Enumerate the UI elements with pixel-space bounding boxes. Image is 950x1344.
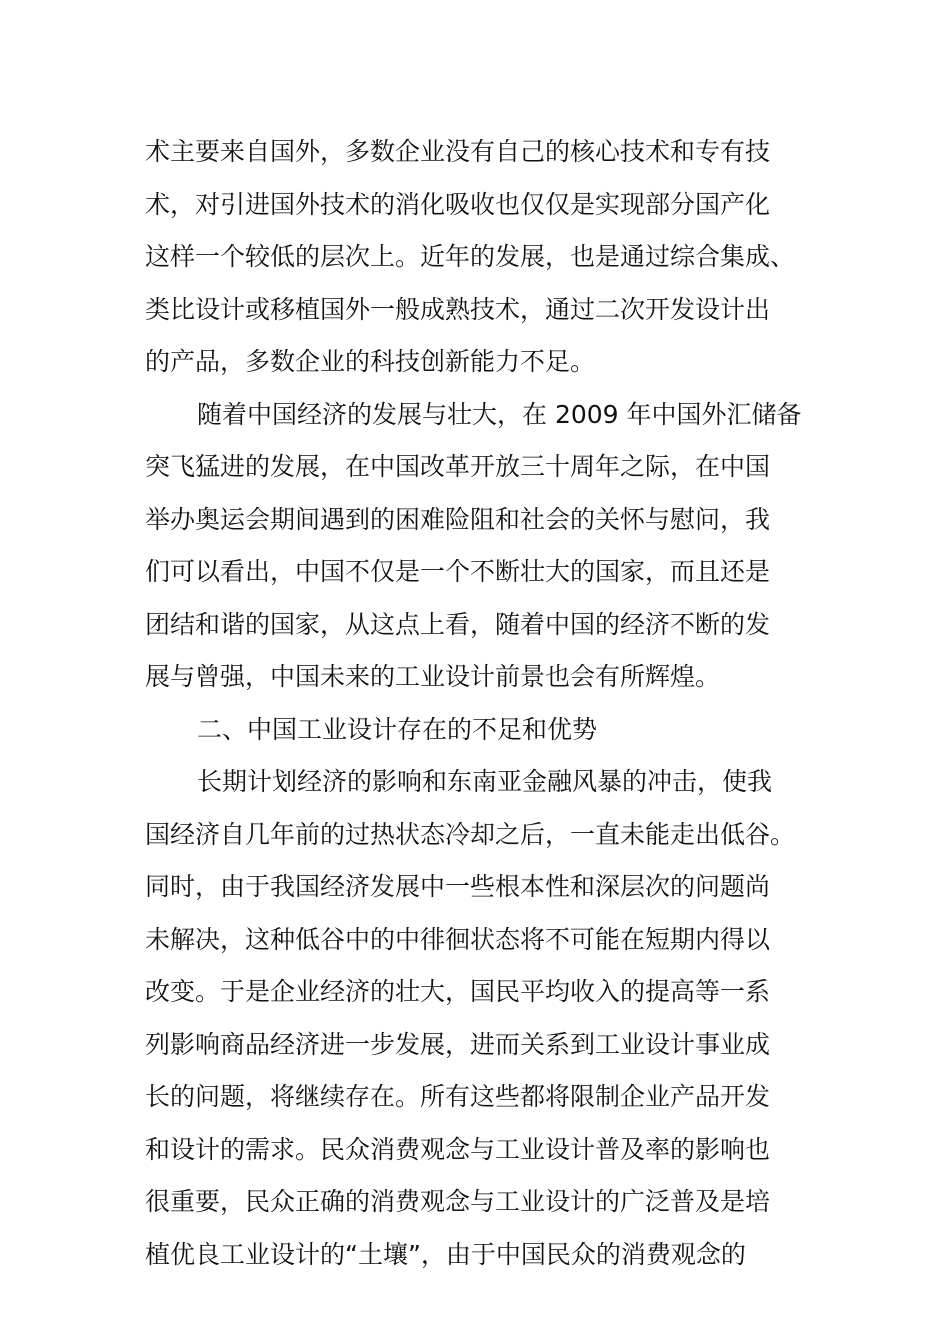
text-line: 术，对引进国外技术的消化吸收也仅仅是实现部分国产化 bbox=[145, 189, 771, 219]
text-line: 植优良工业设计的“土壤”，由于中国民众的消费观念的 bbox=[145, 1239, 746, 1269]
text-line: 们可以看出，中国不仅是一个不断壮大的国家，而且还是 bbox=[145, 557, 771, 586]
document-page bbox=[145, 126, 805, 1281]
text-line: 突飞猛进的发展，在中国改革开放三十周年之际，在中国 bbox=[145, 452, 771, 481]
paragraph-3 bbox=[145, 756, 805, 1281]
paragraph-1 bbox=[145, 126, 805, 389]
text-line: 类比设计或移植国外一般成熟技术，通过二次开发设计出 bbox=[145, 294, 771, 324]
text-line: 列影响商品经济进一步发展，进而关系到工业设计事业成 bbox=[145, 1029, 771, 1059]
paragraph-2 bbox=[145, 389, 805, 704]
section-heading bbox=[145, 704, 805, 757]
text-line: 展与曾强，中国未来的工业设计前景也会有所辉煌。 bbox=[145, 662, 721, 691]
text-line: 很重要，民众正确的消费观念与工业设计的广泛普及是培 bbox=[145, 1187, 771, 1216]
text-line: 的产品，多数企业的科技创新能力不足。 bbox=[145, 347, 596, 376]
text-line: 和设计的需求。民众消费观念与工业设计普及率的影响也 bbox=[145, 1134, 771, 1164]
heading-text: 二、中国工业设计存在的不足和优势 bbox=[197, 714, 598, 744]
text-line: 长的问题，将继续存在。所有这些都将限制企业产品开发 bbox=[145, 1082, 771, 1111]
text-line: 这样一个较低的层次上。近年的发展，也是通过综合集成、 bbox=[145, 242, 796, 271]
text-line: 国经济自几年前的过热状态冷却之后，一直未能走出低谷。 bbox=[145, 819, 796, 849]
text-line: 随着中国经济的发展与壮大，在 2009 年中国外汇储备 bbox=[197, 399, 802, 429]
text-line: 举办奥运会期间遇到的困难险阻和社会的关怀与慰问，我 bbox=[145, 504, 771, 534]
text-line: 术主要来自国外，多数企业没有自己的核心技术和专有技 bbox=[145, 137, 771, 166]
text-line: 长期计划经济的影响和东南亚金融风暴的冲击，使我 bbox=[197, 767, 773, 796]
text-line: 同时，由于我国经济发展中一些根本性和深层次的问题尚 bbox=[145, 872, 771, 901]
text-line: 团结和谐的国家，从这点上看，随着中国的经济不断的发 bbox=[145, 609, 771, 639]
text-line: 改变。于是企业经济的壮大，国民平均收入的提高等一系 bbox=[145, 977, 771, 1006]
text-line: 未解决，这种低谷中的中徘徊状态将不可能在短期内得以 bbox=[145, 924, 771, 954]
